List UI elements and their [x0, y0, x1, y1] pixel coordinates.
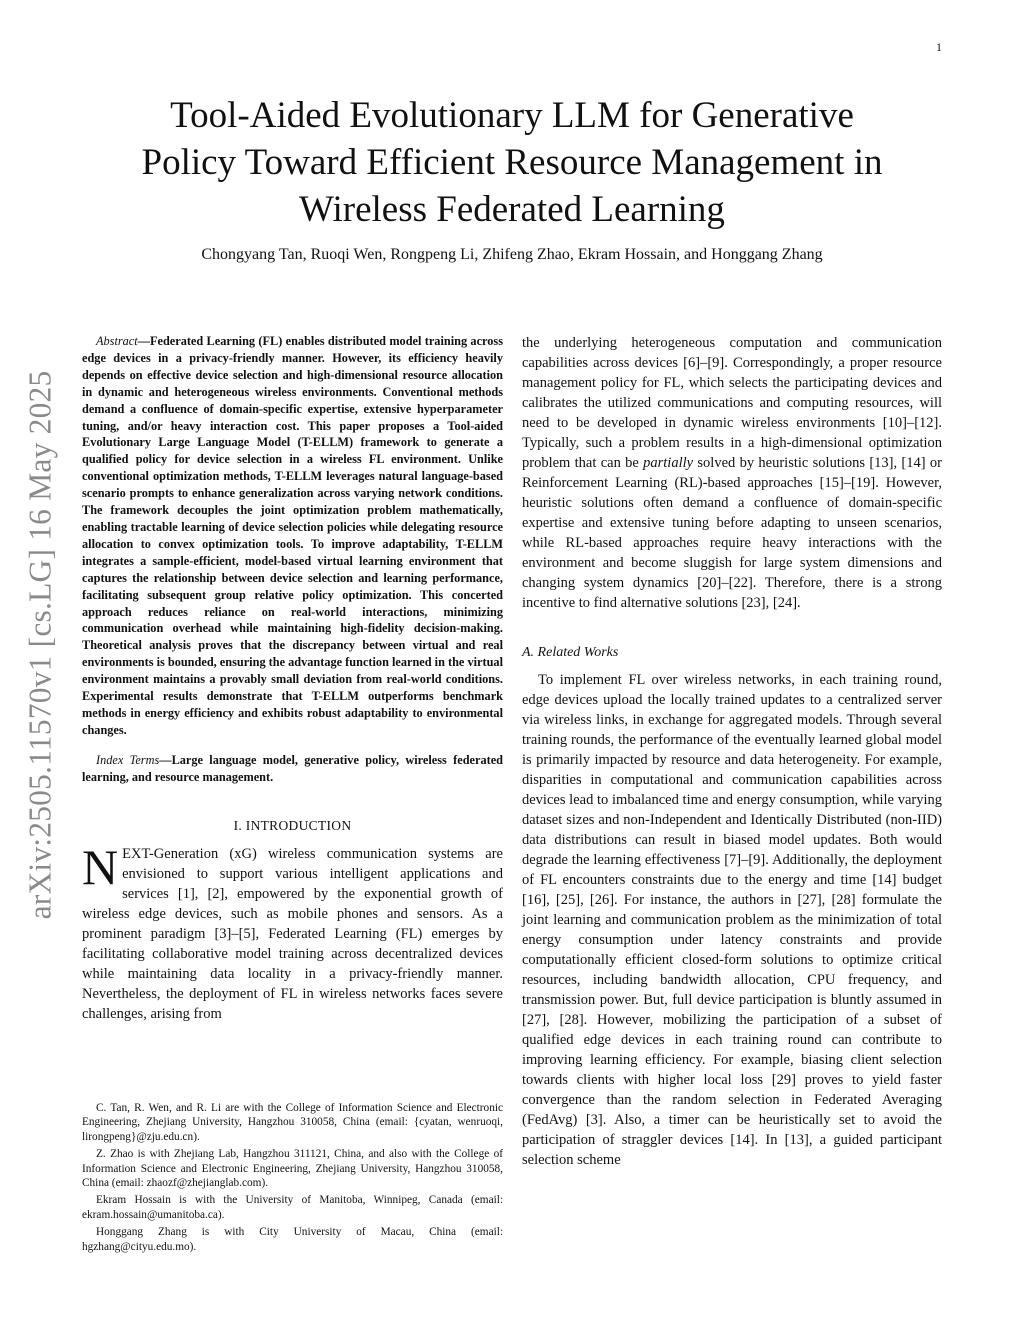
title-line: Policy Toward Efficient Resource Management in: [141, 142, 883, 183]
title-line: Wireless Federated Learning: [299, 189, 725, 230]
footnote: Z. Zhao is with Zhejiang Lab, Hangzhou 311121, China, and also with the College of Information Science and Electronic Engineering, Zhejiang University, Hangzhou 310058, China (email: zhaozf@zhejianglab.com).: [82, 1148, 503, 1190]
footnote: Ekram Hossain is with the University of Manitoba, Winnipeg, Canada (email: ekram.hossain@umanitoba.ca).: [82, 1194, 503, 1221]
related-works-paragraph: To implement FL over wireless networks, in each training round, edge devices upload the locally trained updates to a centralized server via wireless links, in exchange for aggregated models. Through several training rounds, the performance of the eventually learned global model is primarily impacted by resource and data heterogeneity. For example, disparities in computational and communication capabilities across devices lead to imbalanced time and energy consumption, while varying dataset sizes and non-Independent and Identically Distributed (non-IID) data distributions can result in biased model updates. Both would degrade the learning effectiveness [7]–[9]. Additionally, the deployment of FL encounters constraints due to the energy and time [14] budget [16], [25], [26]. For instance, the authors in [27], [28] formulate the joint learning and communication problem as the minimization of total energy consumption under latency constraints and provide computationally efficient closed-form solutions to optimize critical resources, including bandwidth allocation, CPU frequency, and transmission power. But, full device participation is bluntly assumed in [27], [28]. However, mobilizing the participation of a subset of qualified edge devices in each training round can contribute to improving learning efficiency. For example, biasing client selection towards clients with higher local loss [29] proves to yield faster convergence than the random selection in Federated Averaging (FedAvg) [3]. Also, a timer can be heuristically set to avoid the participation of straggler devices [14]. In [13], a guided participant selection scheme: [522, 672, 942, 1168]
intro-text-part: solved by heuristic solutions [13], [14] or Reinforcement Learning (RL)-based approaches [15]–[19]. However, heuristic solutions often demand a confluence of domain-specific expertise and extensive tuning before adapting to unseen scenarios, while RL-based approaches require heavy interactions with the environment and become sluggish for large system dimensions and changing system dynamics [20]–[22]. Therefore, there is a strong incentive to find alternative solutions [23], [24].: [522, 455, 942, 611]
subsection-heading-related-works: A. Related Works: [522, 645, 619, 660]
paper-title: [80, 92, 944, 233]
author-list: Chongyang Tan, Ruoqi Wen, Rongpeng Li, Zhifeng Zhao, Ekram Hossain, and Honggang Zhang: [201, 246, 823, 263]
right-column: [522, 333, 942, 1170]
drop-cap: N: [82, 838, 119, 895]
index-terms-label: Index Terms: [96, 752, 160, 767]
abstract: Abstract—Federated Learning (FL) enables distributed model training across edge devices in a privacy-friendly manner. However, its efficiency heavily depends on effective device selection and high-dimensional resource allocation in dynamic and heterogeneous wireless environments. Conventional methods demand a confluence of domain-specific expertise, extensive hyperparameter tuning, and/or heavy interaction cost. This paper proposes a Tool-aided Evolutionary Large Language Model (T-ELLM) framework to generate a qualified policy for device selection in a wireless FL environment. Unlike conventional optimization methods, T-ELLM leverages natural language-based scenario prompts to enhance generalization across varying network conditions. The framework decouples the joint optimization problem mathematically, enabling tractable learning of device selection policies while delegating resource allocation to convex optimization tools. To improve adaptability, T-ELLM integrates a sample-efficient, model-based virtual learning environment that captures the relationship between device selection and learning performance, facilitating subsequent group relative policy optimization. This concerted approach reduces reliance on real-world interactions, minimizing communication overhead while maintaining high-fidelity decision-making. Theoretical analysis proves that the discrepancy between virtual and real environments is bounded, ensuring the advantage function learned in the virtual environment maintains a provably small deviation from real-world conditions. Experimental results demonstrate that T-ELLM outperforms benchmark methods in energy efficiency and exhibits robust adaptability to environmental changes.: [82, 334, 503, 737]
section-number: I.: [233, 817, 243, 833]
footnote: C. Tan, R. Wen, and R. Li are with the College of Information Science and Electronic Engineering, Zhejiang University, Hangzhou 310058, China (email: {cyatan, wenruoqi, lirongpeng}@zju.edu.cn).: [82, 1102, 503, 1143]
intro-text: EXT-Generation (xG) wireless communication systems are envisioned to support various intelligent applications and services [1], [2], empowered by the exponential growth of wireless edge devices, such as mobile phones and sensors. As a prominent paradigm [3]–[5], Federated Learning (FL) emerges by facilitating collaborative model training across decentralized devices while maintaining data locality in a privacy-friendly manner. Nevertheless, the deployment of FL in wireless networks faces severe challenges, arising from: [82, 845, 503, 1022]
footnotes: [82, 1101, 503, 1257]
arxiv-stamp-text: arXiv:2505.11570v1 [cs.LG] 16 May 2025: [22, 370, 58, 920]
arxiv-stamp: [16, 345, 64, 945]
intro-paragraph-continued: [522, 333, 942, 613]
section-heading-initial: I: [245, 817, 251, 833]
title-line: Tool-Aided Evolutionary LLM for Generative: [170, 95, 854, 136]
index-terms: Index Terms—Large language model, generative policy, wireless federated learning, and resource management.: [82, 752, 503, 784]
intro-paragraph: [82, 838, 503, 1024]
abstract-text: Federated Learning (FL) enables distributed model training across edge devices in a privacy-friendly manner. However, its efficiency heavily depends on effective device selection and high-dimensional resource allocation in dynamic and heterogeneous wireless environments. Conventional methods demand a confluence of domain-specific expertise, extensive hyperparameter tuning, and/or heavy interaction cost. This paper proposes a Tool-aided Evolutionary Large Language Model (T-ELLM) framework to generate a qualified policy for device selection in a wireless FL environment. Unlike conventional optimization methods, T-ELLM leverages natural language-based scenario prompts to enhance generalization across varying network conditions. The framework decouples the joint optimization problem mathematically, enabling tractable learning of device selection policies while delegating resource allocation to convex optimization tools. To improve adaptability, T-ELLM integrates a sample-efficient, model-based virtual learning environment that captures the relationship between device selection and learning performance, facilitating subsequent group relative policy optimization. This concerted approach reduces reliance on real-world interactions, minimizing communication overhead while maintaining high-fidelity decision-making. Theoretical analysis proves that the discrepancy between virtual and real environments is bounded, ensuring the advantage function learned in the virtual environment maintains a provably small deviation from real-world conditions. Experimental results demonstrate that T-ELLM outperforms benchmark methods in energy efficiency and exhibits robust adaptability to environmental changes.: [82, 334, 503, 737]
index-terms-text: Large language model, generative policy, wireless federated learning, and resource management.: [82, 752, 503, 784]
emphasis-text: partially: [643, 455, 694, 471]
abstract-label: Abstract: [96, 334, 138, 348]
left-column: [82, 333, 503, 1024]
intro-text-part: the underlying heterogeneous computation and communication capabilities across devices [6]–[9]. Correspondingly, a proper resource management policy for FL, which selects the participating devices and calibrates the utilized communications and computing resources, will need to be developed in dynamic wireless environments [10]–[12]. Typically, such a problem results in a high-dimensional optimization problem that can be: [522, 335, 942, 471]
footnote: Honggang Zhang is with City University of Macau, China (email: hgzhang@cityu.edu.mo).: [82, 1226, 503, 1253]
section-heading-rest: NTRODUCTION: [250, 817, 352, 833]
page-number: 1: [936, 40, 942, 54]
section-heading-introduction: [82, 816, 503, 836]
